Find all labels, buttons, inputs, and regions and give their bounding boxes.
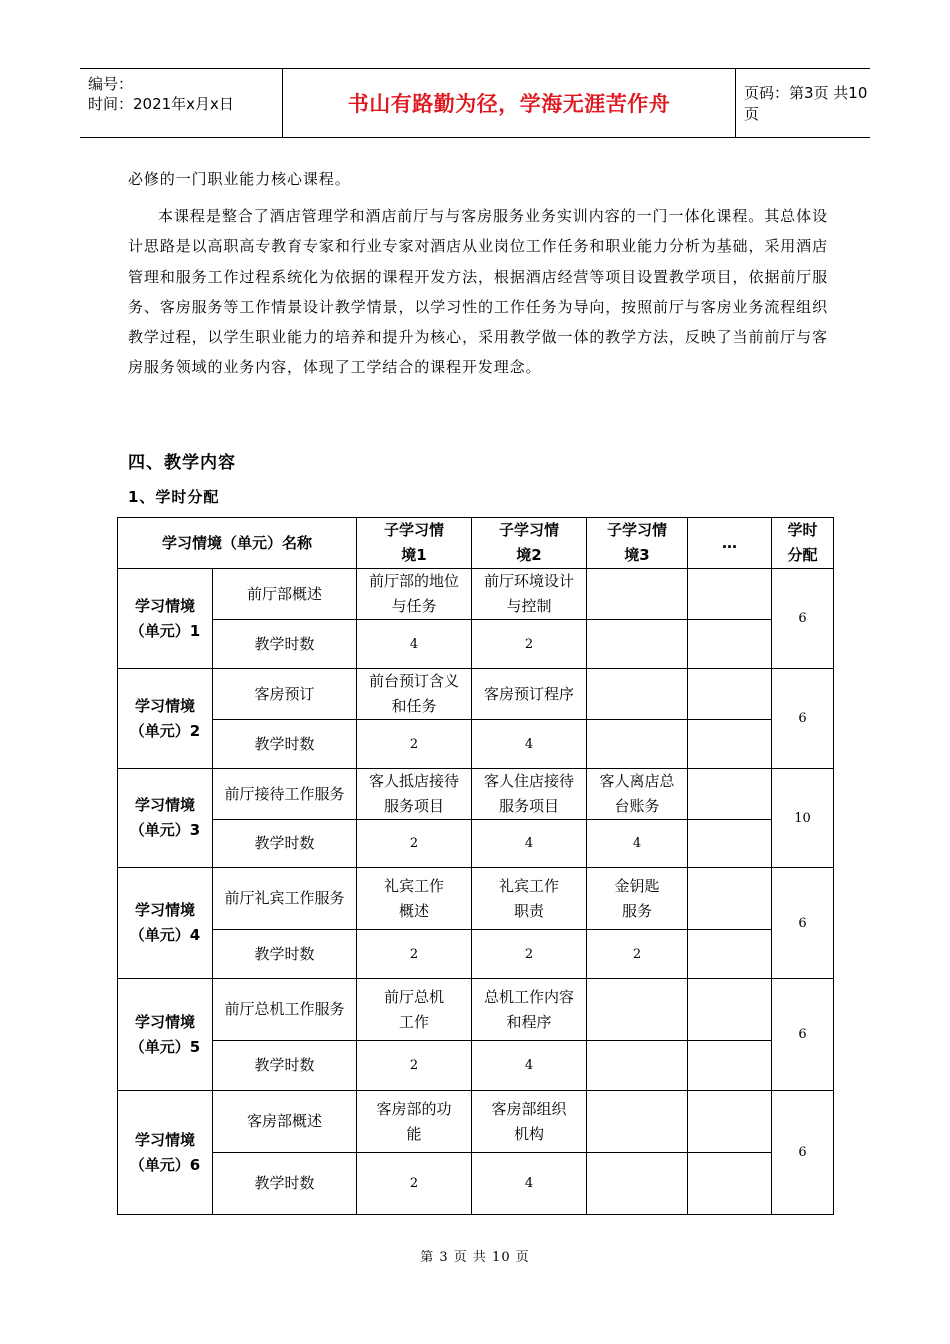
section-title: 四、教学内容: [128, 453, 236, 473]
header-ellipsis: …: [688, 518, 772, 569]
sub-hours: [587, 620, 688, 669]
hours-label: 教学时数: [213, 1153, 357, 1215]
sub-topic: 前厅总机工作: [384, 987, 445, 1031]
total-hours: 6: [772, 979, 834, 1091]
header-motto: 书山有路勤为径，学海无涯苦作舟: [282, 69, 736, 137]
sub-topic: 客人住店接待服务项目: [472, 769, 587, 820]
sub-hours: [587, 1153, 688, 1215]
total-hours: 6: [772, 569, 834, 669]
table-row: [118, 979, 834, 1041]
header-sub-2: 子学习情境2: [499, 521, 560, 564]
table-row: [118, 1091, 834, 1153]
sub-topic: 客房预订程序: [472, 669, 587, 720]
page-header: [80, 68, 870, 138]
unit-name: 客房预订: [213, 669, 357, 720]
sub-hours: 2: [357, 930, 472, 979]
hours-label: 教学时数: [213, 820, 357, 868]
header-sub-1: 子学习情境1: [384, 521, 445, 564]
unit-name: 前厅总机工作服务: [213, 979, 357, 1041]
sub-topic: 金钥匙服务: [614, 876, 660, 920]
code-label: 编号：: [88, 75, 134, 93]
sub-topic: 前台预订含义和任务: [357, 669, 472, 720]
sub-topic: [587, 979, 688, 1041]
total-hours: 6: [772, 669, 834, 769]
sub-hours: 2: [587, 930, 688, 979]
sub-hours: 2: [357, 1153, 472, 1215]
table-row: [118, 769, 834, 820]
header-sub-3: 子学习情境3: [607, 521, 668, 564]
empty-cell: [688, 720, 772, 769]
empty-cell: [688, 669, 772, 720]
sub-hours: 2: [357, 720, 472, 769]
empty-cell: [688, 979, 772, 1041]
sub-hours: 2: [472, 930, 587, 979]
table-row: [118, 868, 834, 930]
sub-topic: 客人抵店接待服务项目: [357, 769, 472, 820]
sub-hours: 4: [472, 1041, 587, 1091]
sub-topic: [587, 1091, 688, 1153]
table-row: [118, 930, 834, 979]
paragraph-1: 必修的一门职业能力核心课程。: [128, 170, 351, 188]
table-row: [118, 669, 834, 720]
empty-cell: [688, 769, 772, 820]
sub-hours: [587, 720, 688, 769]
unit-label: 学习情境（单元）4: [129, 901, 201, 944]
sub-hours: 2: [357, 1041, 472, 1091]
unit-label: 学习情境（单元）5: [129, 1012, 201, 1056]
sub-hours: 4: [472, 720, 587, 769]
table-row: [118, 620, 834, 669]
unit-label: 学习情境（单元）1: [129, 596, 201, 640]
header-unit-name: 学习情境（单元）名称: [118, 518, 357, 569]
hours-label: 教学时数: [213, 720, 357, 769]
empty-cell: [688, 569, 772, 620]
unit-name: 前厅部概述: [213, 569, 357, 620]
sub-hours: 4: [587, 820, 688, 868]
hours-label: 教学时数: [213, 620, 357, 669]
sub-topic: 礼宾工作职责: [499, 876, 560, 920]
table-row: [118, 720, 834, 769]
sub-hours: [587, 1041, 688, 1091]
unit-name: 前厅接待工作服务: [213, 769, 357, 820]
total-hours: 6: [772, 868, 834, 979]
sub-topic: 前厅环境设计与控制: [472, 569, 587, 620]
sub-topic: 客房部组织机构: [491, 1099, 567, 1143]
table-row: [118, 569, 834, 620]
table-row: [118, 820, 834, 868]
unit-name: 客房部概述: [213, 1091, 357, 1153]
table-header-row: [118, 518, 834, 569]
sub-hours: 2: [357, 820, 472, 868]
unit-label: 学习情境（单元）2: [129, 696, 201, 740]
page-footer: 第 3 页 共 10 页: [420, 1250, 530, 1265]
sub-hours: 4: [357, 620, 472, 669]
sub-hours: 4: [472, 820, 587, 868]
hours-allocation-table: [117, 517, 834, 1215]
sub-topic: [587, 569, 688, 620]
table-row: [118, 1153, 834, 1215]
empty-cell: [688, 930, 772, 979]
sub-hours: 2: [472, 620, 587, 669]
total-hours: 6: [772, 1091, 834, 1215]
paragraph-2: 本课程是整合了酒店管理学和酒店前厅与与客房服务业务实训内容的一门一体化课程。其总体设计思路是以高职高专教育专家和行业专家对酒店从业岗位工作任务和职业能力分析为基础，采用酒店管理和服务工作过程系统化为依据的课程开发方法，根据酒店经营等项目设置教学项目，依据前厅服务、客房服务等工作情景设计教学情景，以学习性的工作任务为导向，按照前厅与客房业务流程组织教学过程，以学生职业能力的培养和提升为核心，采用教学做一体的教学方法，反映了当前前厅与客房服务领域的业务内容，体现了工学结合的课程开发理念。: [128, 207, 828, 377]
empty-cell: [688, 1091, 772, 1153]
empty-cell: [688, 1041, 772, 1091]
empty-cell: [688, 820, 772, 868]
sub-topic: [587, 669, 688, 720]
sub-topic: 礼宾工作概述: [384, 876, 445, 920]
unit-name: 前厅礼宾工作服务: [213, 868, 357, 930]
header-total: 学时分配: [787, 521, 818, 564]
empty-cell: [688, 620, 772, 669]
total-hours: 10: [772, 769, 834, 868]
table-row: [118, 1041, 834, 1091]
subsection-title: 1、学时分配: [128, 488, 220, 506]
sub-hours: 4: [472, 1153, 587, 1215]
header-meta: [80, 69, 282, 137]
sub-topic: 客人离店总台账务: [587, 769, 688, 820]
sub-topic: 前厅部的地位与任务: [357, 569, 472, 620]
unit-label: 学习情境（单元）6: [129, 1130, 201, 1174]
hours-label: 教学时数: [213, 1041, 357, 1091]
empty-cell: [688, 868, 772, 930]
sub-topic: 客房部的功能: [376, 1099, 452, 1143]
header-page-info: 页码：第3页 共10页: [744, 84, 868, 123]
empty-cell: [688, 1153, 772, 1215]
sub-topic: 总机工作内容和程序: [472, 979, 587, 1041]
unit-label: 学习情境（单元）3: [129, 796, 201, 839]
hours-label: 教学时数: [213, 930, 357, 979]
date-line: 时间：2021年x月x日: [88, 95, 234, 113]
